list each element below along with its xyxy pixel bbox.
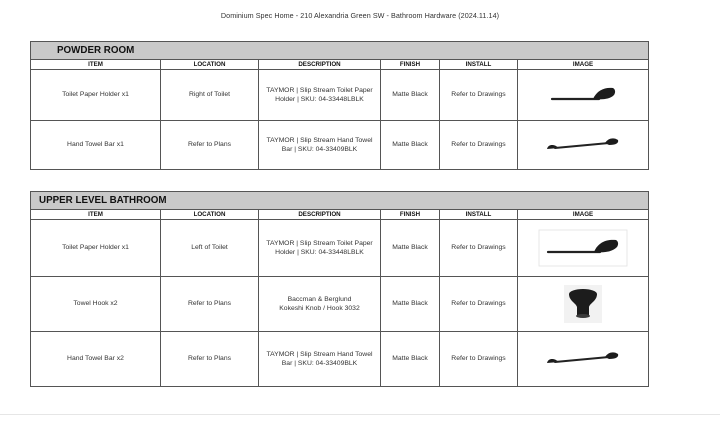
- toilet-paper-holder-icon: [545, 82, 621, 108]
- finish-cell: Matte Black: [381, 332, 440, 387]
- column-header-finish: FINISH: [381, 60, 440, 70]
- section-title: UPPER LEVEL BATHROOM: [31, 192, 649, 210]
- table-row: [31, 121, 649, 170]
- description-line: TAYMOR | Slip Stream Toilet Paper: [266, 86, 373, 94]
- description-cell: [259, 277, 381, 332]
- column-header-install: INSTALL: [440, 210, 518, 220]
- image-cell: [518, 70, 649, 121]
- description-line: Bar | SKU: 04-33409BLK: [281, 146, 358, 153]
- item-cell: Towel Hook x2: [31, 277, 161, 332]
- column-header-row: [31, 210, 649, 220]
- finish-cell: Matte Black: [381, 277, 440, 332]
- description-cell: [259, 332, 381, 387]
- location-cell: Refer to Plans: [161, 121, 259, 170]
- location-cell: Right of Toilet: [161, 70, 259, 121]
- column-header-row: [31, 60, 649, 70]
- table-row: [31, 332, 649, 387]
- table-row: [31, 277, 649, 332]
- upper-level-bathroom-table: [30, 191, 649, 387]
- install-cell: Refer to Drawings: [440, 121, 518, 170]
- install-cell: Refer to Drawings: [440, 277, 518, 332]
- item-cell: Toilet Paper Holder x1: [31, 220, 161, 277]
- item-cell: Hand Towel Bar x2: [31, 332, 161, 387]
- column-header-description: DESCRIPTION: [259, 60, 381, 70]
- column-header-finish: FINISH: [381, 210, 440, 220]
- finish-cell: Matte Black: [381, 70, 440, 121]
- document-title: Dominium Spec Home - 210 Alexandria Green SW - Bathroom Hardware (2024.11.14): [220, 11, 500, 20]
- page-edge: [0, 414, 720, 415]
- toilet-paper-holder-icon: [538, 228, 628, 268]
- description-line: TAYMOR | Slip Stream Hand Towel: [266, 136, 373, 144]
- towel-bar-icon: [543, 132, 623, 158]
- description-line: TAYMOR | Slip Stream Hand Towel: [266, 350, 373, 358]
- description-line: TAYMOR | Slip Stream Toilet Paper: [266, 239, 373, 247]
- column-header-item: ITEM: [31, 210, 161, 220]
- column-header-install: INSTALL: [440, 60, 518, 70]
- location-cell: Left of Toilet: [161, 220, 259, 277]
- description-line: Holder | SKU: 04-33448LBLK: [275, 96, 364, 103]
- image-cell: [518, 332, 649, 387]
- item-cell: Toilet Paper Holder x1: [31, 70, 161, 121]
- description-cell: [259, 220, 381, 277]
- knob-hook-icon: [561, 283, 605, 325]
- image-cell: [518, 277, 649, 332]
- finish-cell: Matte Black: [381, 220, 440, 277]
- location-cell: Refer to Plans: [161, 332, 259, 387]
- section-title: POWDER ROOM: [31, 42, 649, 60]
- finish-cell: Matte Black: [381, 121, 440, 170]
- description-line: Baccman & Berglund: [287, 295, 352, 303]
- description-cell: [259, 121, 381, 170]
- image-cell: [518, 121, 649, 170]
- description-cell: [259, 70, 381, 121]
- column-header-image: IMAGE: [518, 210, 649, 220]
- column-header-item: ITEM: [31, 60, 161, 70]
- description-line: Bar | SKU: 04-33409BLK: [281, 360, 358, 367]
- location-cell: Refer to Plans: [161, 277, 259, 332]
- install-cell: Refer to Drawings: [440, 70, 518, 121]
- section-header: [31, 42, 649, 60]
- description-line: Holder | SKU: 04-33448LBLK: [275, 249, 364, 256]
- install-cell: Refer to Drawings: [440, 332, 518, 387]
- section-header: [31, 192, 649, 210]
- column-header-location: LOCATION: [161, 60, 259, 70]
- towel-bar-icon: [543, 346, 623, 372]
- table-row: [31, 220, 649, 277]
- column-header-location: LOCATION: [161, 210, 259, 220]
- column-header-description: DESCRIPTION: [259, 210, 381, 220]
- table-row: [31, 70, 649, 121]
- powder-room-table: [30, 41, 649, 170]
- image-cell: [518, 220, 649, 277]
- item-cell: Hand Towel Bar x1: [31, 121, 161, 170]
- column-header-image: IMAGE: [518, 60, 649, 70]
- description-line: Kokeshi Knob / Hook 3032: [279, 305, 360, 312]
- install-cell: Refer to Drawings: [440, 220, 518, 277]
